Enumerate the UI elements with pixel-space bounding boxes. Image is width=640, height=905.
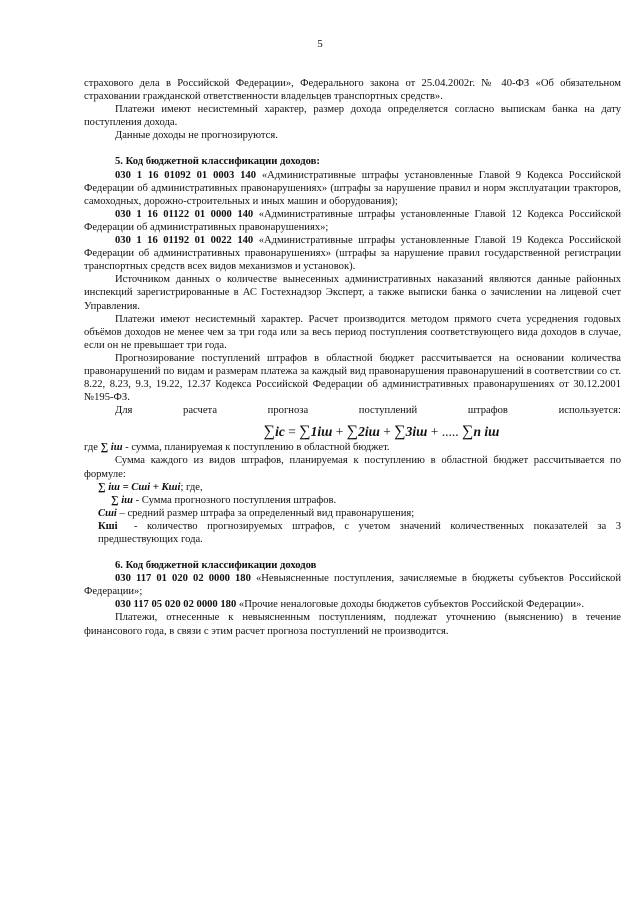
definition: ∑ iш - Сумма прогнозного поступления штрафов. [111, 494, 337, 506]
formula-where: где ∑ iш - сумма, планируемая к поступлению в областной бюджет. [84, 442, 390, 454]
paragraph: Для расчета прогноза поступлений штрафов используется: [115, 405, 621, 417]
kbk-code: 030 1 16 01122 01 0000 140 [115, 208, 254, 220]
kbk-item [84, 169, 621, 208]
page-number: 5 [317, 38, 323, 50]
document-body [84, 77, 621, 638]
kbk-text: «Административные штрафы установленные Главой 9 Кодекса Российской Федерации об административных правонарушениях» (штрафы за нарушение правил и норм эксплуатации тракторов, самоходных, дорожно-строительных и иных машин и оборудования); [84, 169, 622, 207]
sum-formula: ∑iс = ∑1iш + ∑2iш + ∑3iш + ..... ∑n iш [263, 423, 500, 441]
definition: Кшi - количество прогнозируемых штрафов, с учетом значений количественных показателей за 3 предшествующих года. [98, 520, 621, 545]
paragraph: Платежи имеют несистемный характер. Расчет производится методом прямого счета усреднения годовых объёмов доходов не менее чем за три года или за весь период поступления соответствующего вида доходов в случае, если он не превышает три года. [84, 313, 621, 351]
kbk-code: 030 117 01 020 02 0000 180 [115, 573, 251, 585]
section-6-heading: 6. Код бюджетной классификации доходов [115, 560, 317, 572]
formula-line: ∑ iш = Сшi + Кшi; где, [98, 481, 203, 493]
paragraph: Данные доходы не прогнозируются. [115, 130, 278, 142]
kbk-item [84, 598, 621, 611]
kbk-item [84, 208, 621, 234]
paragraph: Прогнозирование поступлений штрафов в областной бюджет рассчитывается на основании количества правонарушений по видам и размерам платежа за каждый вид правонарушения правонарушений в соответствии со ст. 8.22, 8.23, 9.3, 19.22, 12.37 Кодекса Российской Федерации об административных правонарушениях от 30.12.2001 №195-ФЗ. [84, 352, 621, 404]
kbk-text: «Невыясненные поступления, зачисляемые в бюджеты субъектов Российской Федерации»; [84, 573, 621, 598]
kbk-code: 030 117 05 020 02 0000 180 [115, 599, 237, 611]
paragraph: Платежи имеют несистемный характер, размер дохода определяется согласно выпискам банка на дату поступления дохода. [84, 104, 621, 129]
kbk-text: «Административные штрафы установленные Главой 19 Кодекса Российской Федерации об административных правонарушениях» (штрафы за нарушение правил государственной регистрации транспортных средств всех видов механизмов и установок). [84, 235, 621, 273]
kbk-code: 030 1 16 01192 01 0022 140 [115, 235, 254, 247]
paragraph: Платежи, отнесенные к невыясненным поступлениям, подлежат уточнению (выяснению) в течение финансового года, в связи с этим расчет прогноза поступлений не производится. [84, 612, 621, 637]
kbk-text: «Прочие неналоговые доходы бюджетов субъектов Российской Федерации». [236, 599, 585, 611]
paragraph: страхового дела в Российской Федерации», Федерального закона от 25.04.2002г. № 40-ФЗ «Об обязательном страховании гражданской ответственности владельцев транспортных средств». [84, 78, 621, 103]
paragraph: Источником данных о количестве вынесенных административных наказаний являются данные районных инспекций зарегистрированные в АС Гостехнадзор Эксперт, а также выписки банка о зачислении на лицевой счет Управления. [84, 274, 621, 312]
kbk-code: 030 1 16 01092 01 0003 140 [115, 169, 256, 181]
kbk-text: «Административные штрафы установленные Главой 12 Кодекса Российской Федерации об административных правонарушениях»; [84, 208, 621, 233]
paragraph: Сумма каждого из видов штрафов, планируемая к поступлению в областной бюджет рассчитывается по формуле: [84, 455, 621, 480]
section-5-heading: 5. Код бюджетной классификации доходов: [115, 156, 320, 168]
kbk-item [84, 572, 621, 598]
definition: Сшi – средний размер штрафа за определенный вид правонарушения; [98, 507, 415, 519]
kbk-item [84, 234, 621, 273]
